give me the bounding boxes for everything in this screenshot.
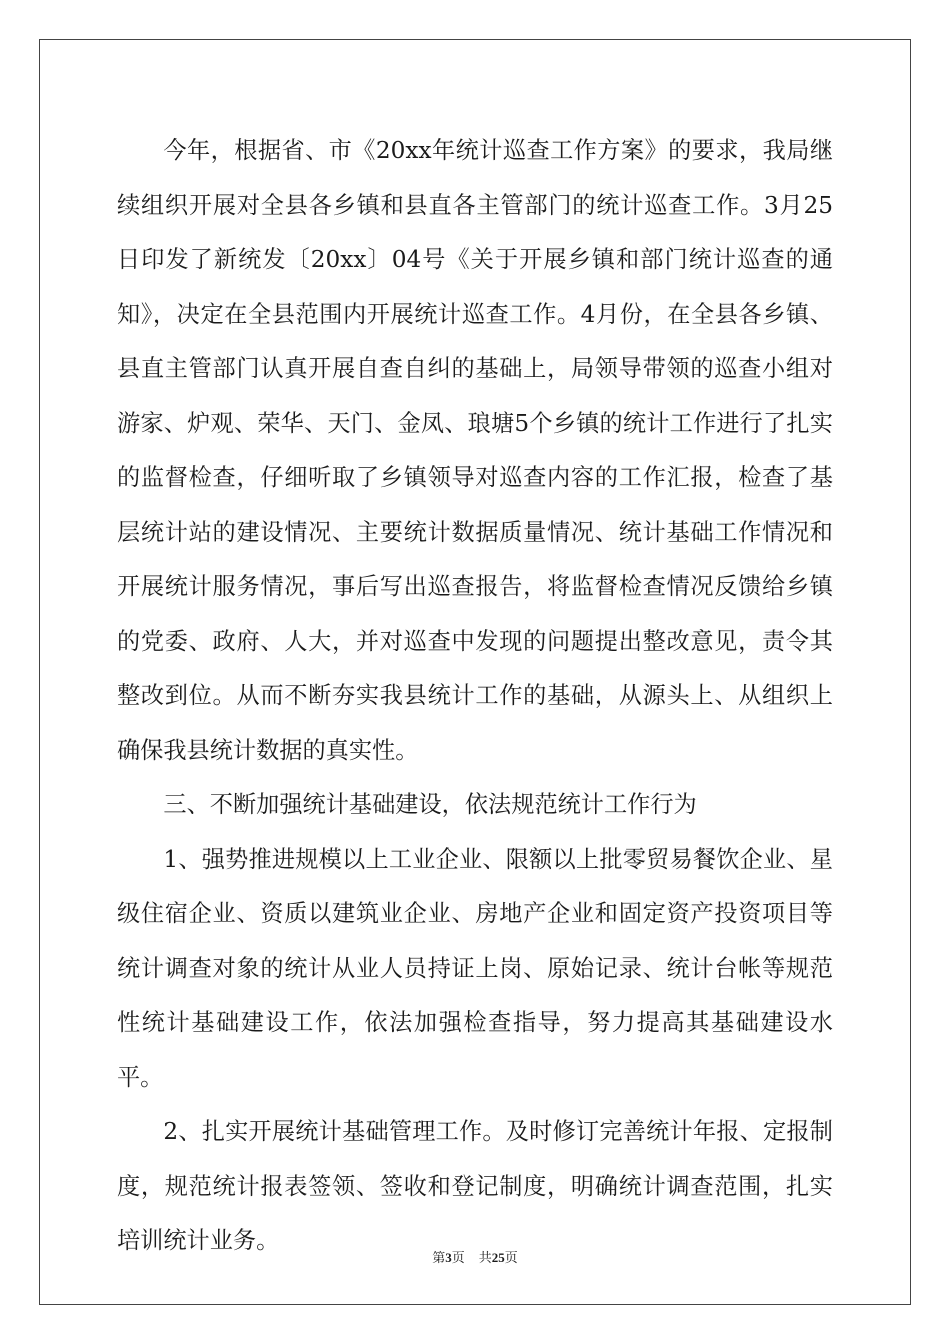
- total-suffix: 页: [504, 1251, 518, 1266]
- page-prefix: 第: [432, 1251, 446, 1266]
- page-suffix: 页: [451, 1251, 465, 1266]
- document-body: [117, 124, 833, 1269]
- page-footer: [0, 1247, 950, 1266]
- paragraph-item-2: 2、扎实开展统计基础管理工作。及时修订完善统计年报、定报制度，规范统计报表签领、签收和登记制度，明确统计调查范围，扎实培训统计业务。: [117, 1118, 833, 1254]
- total-prefix: 共: [478, 1251, 492, 1266]
- paragraph-item-1: 1、强势推进规模以上工业企业、限额以上批零贸易餐饮企业、星级住宿企业、资质以建筑业企业、房地产企业和固定资产投资项目等统计调查对象的统计从业人员持证上岗、原始记录、统计台帐等规范性统计基础建设工作，依法加强检查指导，努力提高其基础建设水平。: [117, 845, 833, 1091]
- page-current: 3: [445, 1250, 452, 1265]
- paragraph-inspection-work: 今年，根据省、市《20xx年统计巡查工作方案》的要求，我局继续组织开展对全县各乡镇和县直各主管部门的统计巡查工作。3月25日印发了新统发〔20xx〕04号《关于开展乡镇和部门统计巡查的通知》，决定在全县范围内开展统计巡查工作。4月份，在全县各乡镇、县直主管部门认真开展自查自纠的基础上，局领导带领的巡查小组对游家、炉观、荣华、天门、金凤、琅塘5个乡镇的统计工作进行了扎实的监督检查，仔细听取了乡镇领导对巡查内容的工作汇报，检查了基层统计站的建设情况、主要统计数据质量情况、统计基础工作情况和开展统计服务情况，事后写出巡查报告，将监督检查情况反馈给乡镇的党委、政府、人大，并对巡查中发现的问题提出整改意见，责令其整改到位。从而不断夯实我县统计工作的基础，从源头上、从组织上确保我县统计数据的真实性。: [117, 137, 833, 764]
- section-heading-3: 三、不断加强统计基础建设，依法规范统计工作行为: [163, 791, 697, 818]
- page-total: 25: [491, 1250, 505, 1265]
